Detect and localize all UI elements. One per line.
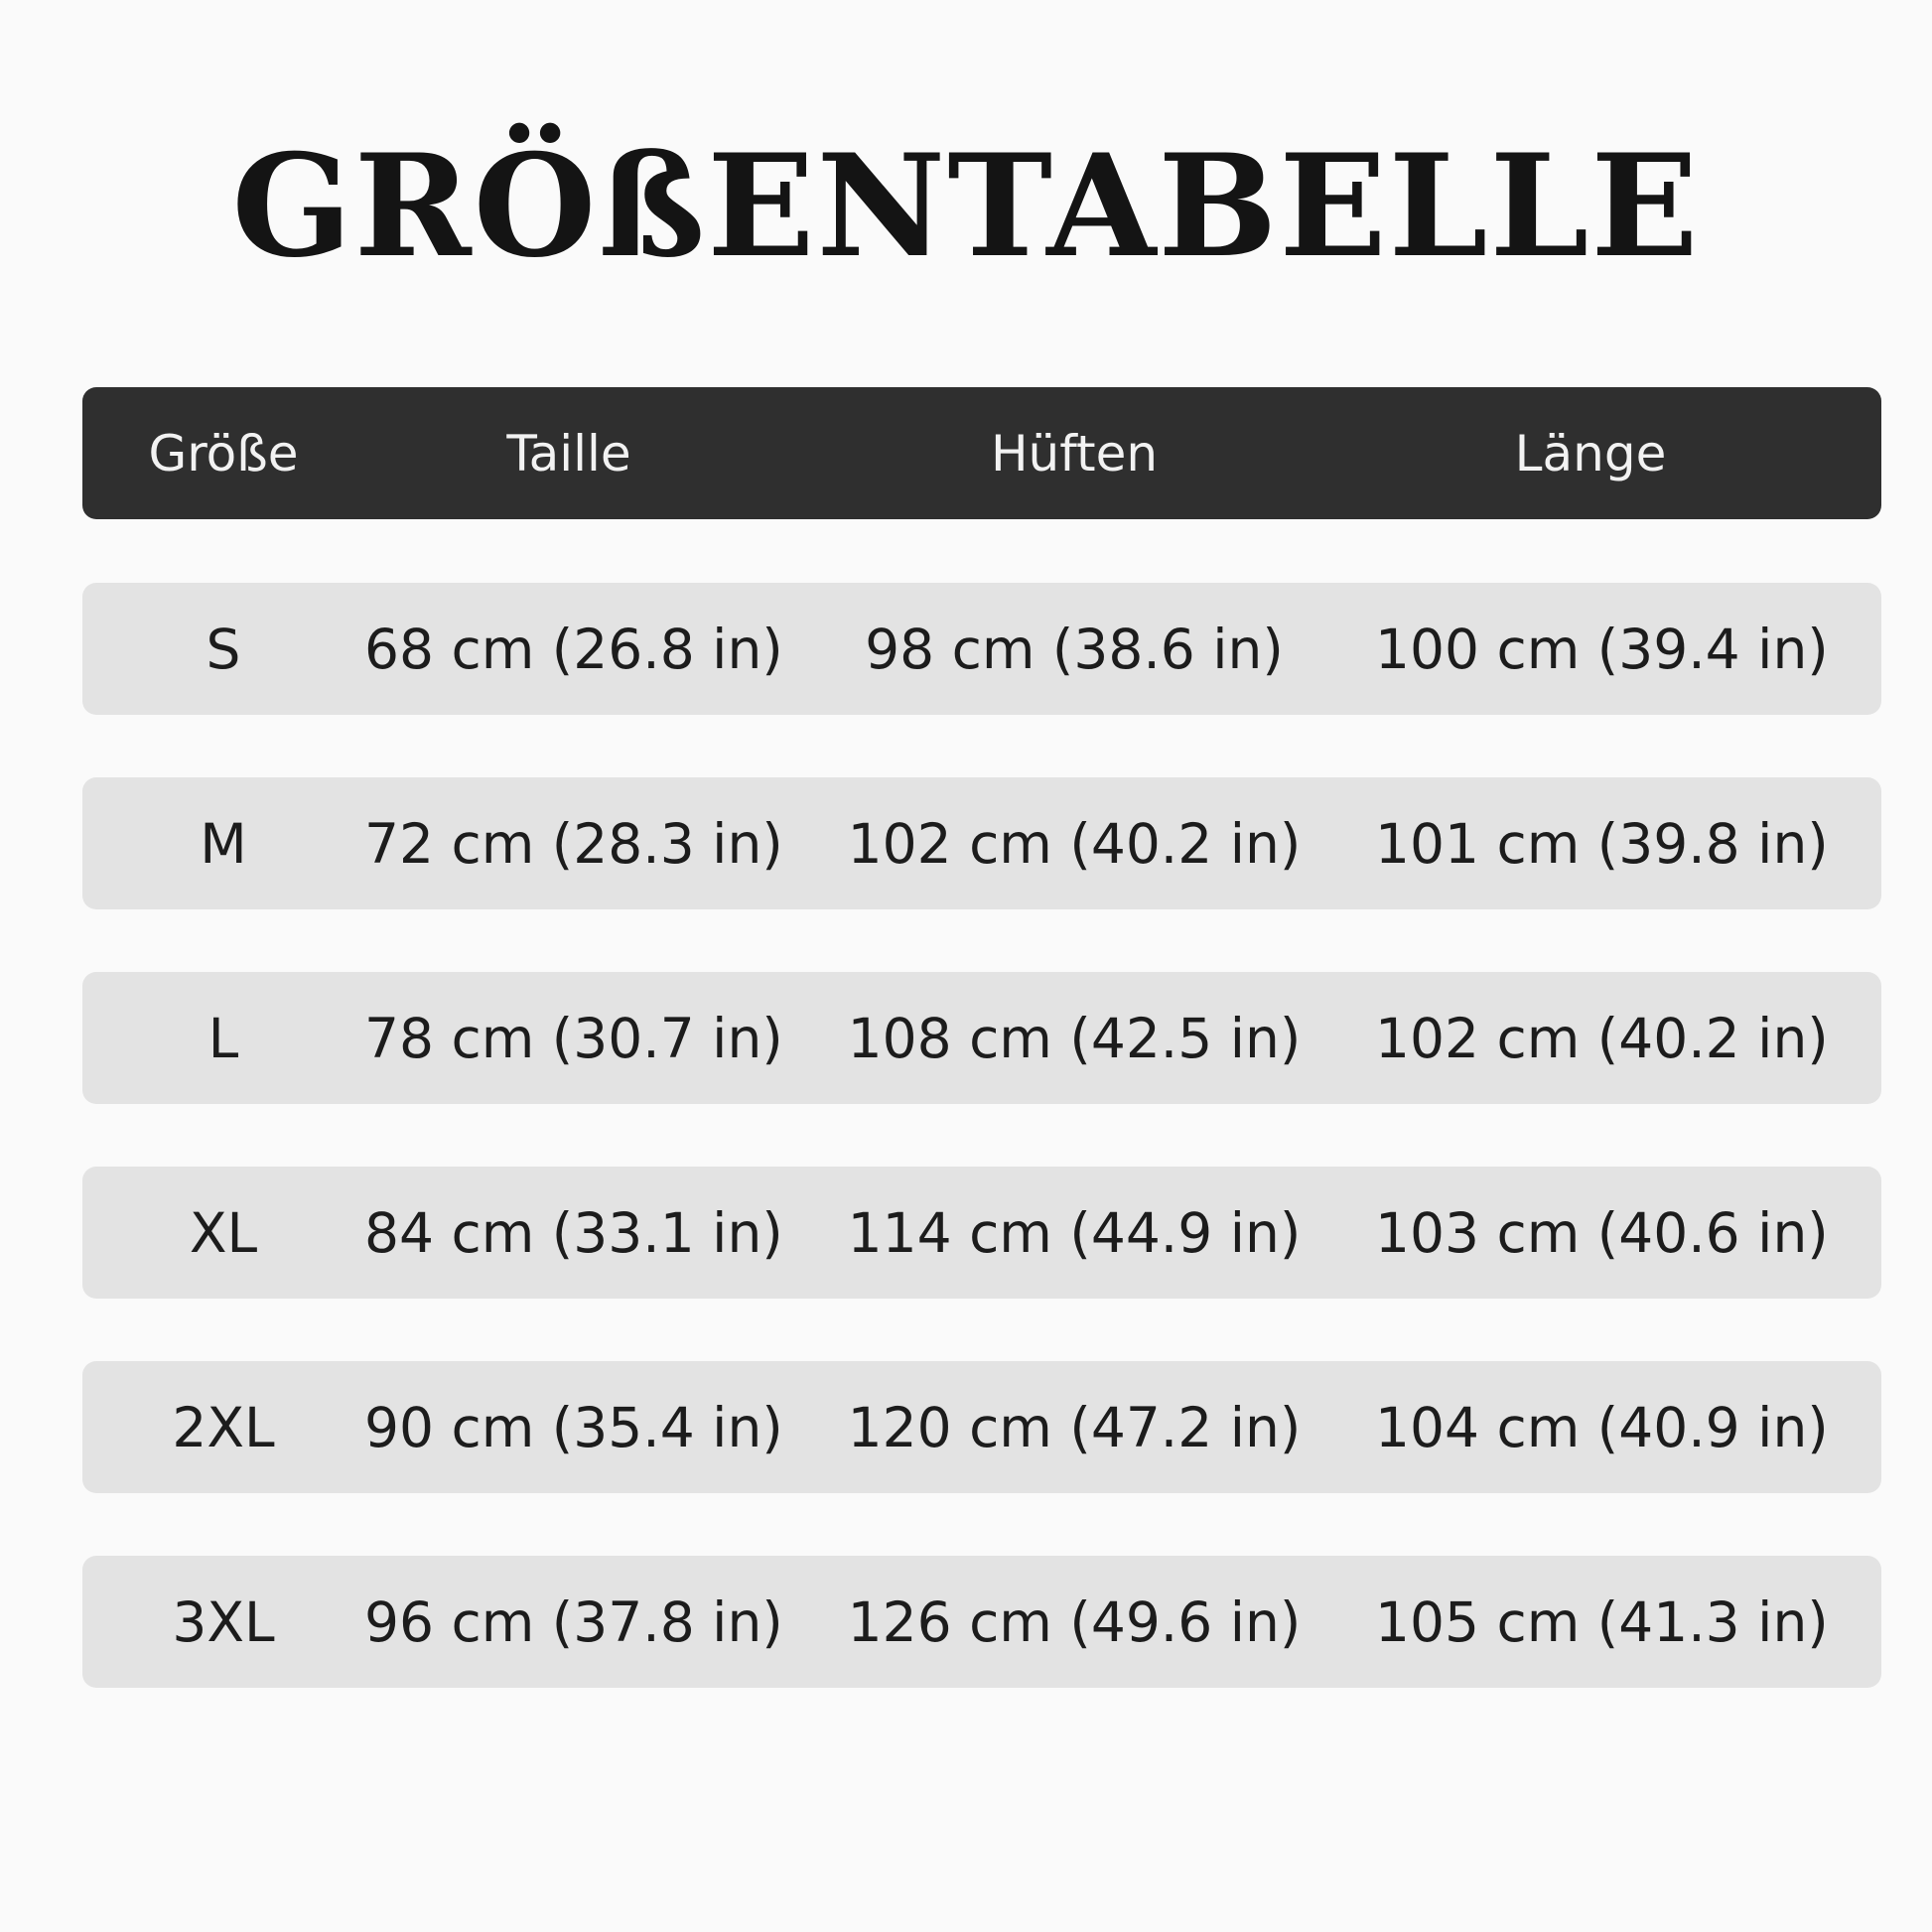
cell-hips: 98 cm (38.6 in) bbox=[865, 617, 1284, 681]
header-size: Größe bbox=[148, 424, 299, 483]
cell-size: S bbox=[206, 617, 241, 681]
cell-waist: 68 cm (26.8 in) bbox=[364, 617, 783, 681]
cell-length: 100 cm (39.4 in) bbox=[1375, 617, 1829, 681]
cell-hips: 102 cm (40.2 in) bbox=[847, 811, 1302, 876]
cell-length: 101 cm (39.8 in) bbox=[1375, 811, 1829, 876]
table-row bbox=[82, 1556, 1881, 1688]
table-row bbox=[82, 583, 1881, 715]
cell-size: 2XL bbox=[172, 1395, 275, 1459]
header-hips: Hüften bbox=[990, 424, 1159, 483]
table-row bbox=[82, 777, 1881, 909]
cell-waist: 90 cm (35.4 in) bbox=[364, 1395, 783, 1459]
cell-length: 102 cm (40.2 in) bbox=[1375, 1006, 1829, 1070]
cell-hips: 120 cm (47.2 in) bbox=[847, 1395, 1302, 1459]
cell-length: 104 cm (40.9 in) bbox=[1375, 1395, 1829, 1459]
header-waist: Taille bbox=[506, 424, 631, 483]
cell-size: 3XL bbox=[172, 1589, 275, 1654]
cell-length: 105 cm (41.3 in) bbox=[1375, 1589, 1829, 1654]
cell-waist: 96 cm (37.8 in) bbox=[364, 1589, 783, 1654]
cell-waist: 78 cm (30.7 in) bbox=[364, 1006, 783, 1070]
cell-size: XL bbox=[189, 1200, 258, 1265]
cell-hips: 126 cm (49.6 in) bbox=[847, 1589, 1302, 1654]
page-title: GRÖßENTABELLE bbox=[231, 124, 1701, 289]
cell-waist: 72 cm (28.3 in) bbox=[364, 811, 783, 876]
cell-length: 103 cm (40.6 in) bbox=[1375, 1200, 1829, 1265]
cell-size: M bbox=[200, 811, 247, 876]
table-row bbox=[82, 972, 1881, 1104]
table-row bbox=[82, 1361, 1881, 1493]
cell-hips: 108 cm (42.5 in) bbox=[847, 1006, 1302, 1070]
size-table bbox=[82, 387, 1881, 1688]
table-header-row bbox=[82, 387, 1881, 519]
cell-hips: 114 cm (44.9 in) bbox=[847, 1200, 1302, 1265]
cell-waist: 84 cm (33.1 in) bbox=[364, 1200, 783, 1265]
cell-size: L bbox=[207, 1006, 239, 1070]
header-length: Länge bbox=[1514, 424, 1667, 483]
table-row bbox=[82, 1167, 1881, 1299]
